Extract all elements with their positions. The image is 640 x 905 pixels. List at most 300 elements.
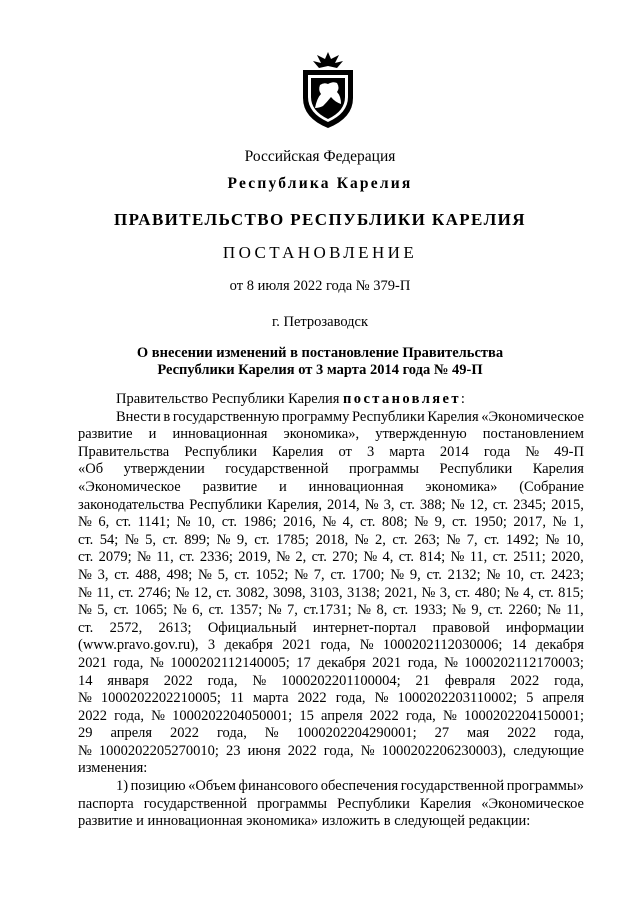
body-line xyxy=(78,567,584,585)
body-word: 1357; xyxy=(229,602,263,619)
body-word: ст. xyxy=(78,531,94,548)
body-word: государственной xyxy=(225,461,329,478)
body-word: в xyxy=(163,408,171,425)
body-line xyxy=(78,497,584,515)
body-word: ст. xyxy=(216,584,232,601)
body-word: 2016, xyxy=(283,514,316,531)
body-word: 1000202204050001; xyxy=(172,707,293,724)
body-word: года, xyxy=(335,690,366,707)
body-word: года, xyxy=(407,654,438,671)
body-word: ст. xyxy=(484,531,500,548)
body-word: № xyxy=(176,514,191,531)
body-word: ст. xyxy=(529,566,546,583)
body-word: «Объем xyxy=(188,778,236,795)
body-word: 2, xyxy=(375,531,386,548)
body-word: 11, xyxy=(566,602,584,619)
body-word: 2021 xyxy=(78,654,107,671)
body-line-text: изменения: xyxy=(78,760,148,777)
city: г. Петрозаводск xyxy=(271,314,369,330)
body-word: 21 xyxy=(415,672,430,689)
body-word: года xyxy=(483,443,511,460)
body-word: 2022 xyxy=(510,672,540,689)
body-word: № xyxy=(216,531,231,548)
republic-name: Республика Карелия xyxy=(227,175,413,192)
body-word: ст. xyxy=(426,566,442,583)
body-word: 11, xyxy=(96,584,114,601)
body-line xyxy=(78,637,584,655)
body-word: 9, xyxy=(471,602,483,619)
body-word: 488, xyxy=(135,566,161,583)
body-word: № xyxy=(78,742,92,759)
body-word: 2021 xyxy=(372,654,402,671)
body-line xyxy=(78,602,584,620)
body-line xyxy=(78,409,584,427)
body-word: 2746; xyxy=(137,584,171,601)
body-word: № xyxy=(276,549,290,566)
body-word: № xyxy=(452,602,466,619)
body-word: 5 xyxy=(526,690,534,707)
coat-of-arms-karelia-icon xyxy=(297,50,359,130)
body-word: Карелия xyxy=(419,795,472,812)
body-word: 11, xyxy=(156,549,174,566)
body-word: ст. xyxy=(311,549,327,566)
body-word: 9, xyxy=(409,566,421,583)
body-word: 2014, xyxy=(327,496,360,513)
body-word: 2572, xyxy=(109,619,143,636)
body-word: 2021, xyxy=(384,584,418,601)
body-word: № xyxy=(390,566,405,583)
body-word: Правительства xyxy=(78,443,170,460)
body-word: ст. xyxy=(538,584,554,601)
body-word: государственной xyxy=(143,795,248,812)
body-word: 263; xyxy=(414,531,440,548)
body-word: апреля xyxy=(110,725,153,742)
body-word: 1000202204290001; xyxy=(296,725,417,742)
body-word: «Экономическое xyxy=(78,478,181,495)
body-word: государственной xyxy=(400,778,505,795)
body-word: декабря xyxy=(317,654,366,671)
body-word: интернет-портал xyxy=(312,619,417,636)
body-word: № xyxy=(151,707,166,724)
body-word: 1785; xyxy=(276,531,310,548)
body-word: 5, xyxy=(97,602,109,619)
body-word: № xyxy=(78,584,92,601)
body-word: ст. xyxy=(392,602,409,619)
body-word: программы xyxy=(257,795,328,812)
body-word: ст. xyxy=(78,549,94,566)
body-word: 12, xyxy=(469,496,488,513)
body-word: № xyxy=(450,496,465,513)
intro-tail: : xyxy=(460,391,465,407)
body-line xyxy=(78,813,584,831)
body-word: № xyxy=(486,566,501,583)
body-word: 23 xyxy=(226,742,241,759)
body-word: мая xyxy=(467,725,490,742)
body-word: 11 xyxy=(230,690,244,707)
body-line-text: развитие и инновационная экономика» изложить в следующей редакции: xyxy=(78,813,531,830)
body-word: № xyxy=(363,549,378,566)
body-word: ст.1731; xyxy=(303,602,352,619)
body-word: обеспечения xyxy=(320,778,399,795)
body-word: 1000202203110002; xyxy=(397,690,518,707)
body-word: № xyxy=(525,443,540,460)
body-line xyxy=(78,743,584,761)
body-line xyxy=(78,585,584,603)
body-word: 7, xyxy=(287,602,298,619)
body-word: № xyxy=(294,566,308,583)
body-word: 1492; xyxy=(505,531,539,548)
body-word: марта xyxy=(389,443,425,460)
body-word: 2132; xyxy=(447,566,481,583)
body-word: 2018, xyxy=(315,531,349,548)
body-word: года, xyxy=(554,672,584,689)
body-word: 3 xyxy=(366,443,375,460)
intro-lead: Правительство Республики Карелия xyxy=(116,391,344,407)
body-word: № xyxy=(360,742,375,759)
body-word: ст. xyxy=(254,531,270,548)
body-word: 1000202204150001; xyxy=(463,707,584,724)
body-word: № xyxy=(322,514,337,531)
body-word: 2022 xyxy=(163,672,193,689)
body-word: 2, xyxy=(295,549,307,566)
body-word: 3082, xyxy=(235,584,269,601)
body-word: государственную xyxy=(172,408,280,425)
body-word: апреля xyxy=(321,707,363,724)
body-line xyxy=(78,620,584,638)
body-word: ст. xyxy=(113,602,129,619)
body-word: 10, xyxy=(506,566,525,583)
body-word: 899; xyxy=(184,531,211,548)
body-word: 2019, xyxy=(238,549,271,566)
body-word: 808; xyxy=(381,514,408,531)
body-word: паспорта xyxy=(78,795,134,812)
body-word: 2260; xyxy=(508,602,542,619)
body-word: финансового xyxy=(238,778,319,795)
body-word: ст. xyxy=(330,566,346,583)
body-word: № xyxy=(414,514,429,531)
body-word: ст. xyxy=(492,549,508,566)
body-word: 6, xyxy=(98,514,110,531)
body-word: 1052; xyxy=(255,566,289,583)
body-word: года, xyxy=(207,672,238,689)
body-word: 7, xyxy=(313,566,325,583)
body-word: 2022 xyxy=(507,725,537,742)
body-word: июня xyxy=(247,742,281,759)
body-word: и xyxy=(278,478,287,495)
body-word: № xyxy=(442,707,457,724)
body-line xyxy=(78,760,584,778)
body-word: 3, xyxy=(439,584,451,601)
body-word: № xyxy=(175,584,190,601)
body-line xyxy=(78,532,584,550)
body-word: Республики xyxy=(189,496,263,513)
body-word: 2022 xyxy=(297,690,327,707)
body-word: № xyxy=(137,549,151,566)
body-word: ст. xyxy=(398,549,415,566)
body-word: ст. xyxy=(115,514,132,531)
body-word: утверждении xyxy=(123,461,205,478)
body-word: 270; xyxy=(332,549,358,566)
body-line xyxy=(78,444,584,462)
body-word: 5, xyxy=(145,531,157,548)
body-word: 2613; xyxy=(158,619,192,636)
body-word: 54; xyxy=(99,531,119,548)
body-word: 49-П xyxy=(554,443,584,460)
government-name: ПРАВИТЕЛЬСТВО РЕСПУБЛИКИ КАРЕЛИЯ xyxy=(114,210,526,229)
body-word: информации xyxy=(505,619,584,636)
body-word: 14 xyxy=(511,637,527,654)
body-line xyxy=(78,426,584,444)
body-word: года, xyxy=(114,707,145,724)
body-word: декабря xyxy=(535,637,584,654)
body-word: ст. xyxy=(399,496,415,513)
document-type: ПОСТАНОВЛЕНИЕ xyxy=(222,243,418,262)
body-word: 1000202112140005; xyxy=(170,654,290,671)
body-word: 3, xyxy=(383,496,395,513)
body-word: 1, xyxy=(572,514,584,531)
body-word: 2079; xyxy=(98,549,132,566)
body-word: утвержденную xyxy=(375,426,467,443)
body-line xyxy=(78,479,584,497)
body-word: 2022 xyxy=(170,725,200,742)
body-word: «Экономическое xyxy=(481,795,584,812)
body-line xyxy=(78,690,584,708)
body-word: Республики xyxy=(439,461,513,478)
body-word: 3, xyxy=(97,566,109,583)
body-word: 27 xyxy=(434,725,450,742)
body-word: 2022 xyxy=(78,707,107,724)
body-word: года, xyxy=(216,725,247,742)
body-word: 498; xyxy=(166,566,193,583)
body-word: 2022 xyxy=(287,742,317,759)
body-word: 2336; xyxy=(199,549,233,566)
intro-line xyxy=(78,391,584,409)
body-word: 5, xyxy=(217,566,229,583)
body-word: 8, xyxy=(376,602,388,619)
body-word: 1065; xyxy=(134,602,168,619)
body-word: 388; xyxy=(419,496,446,513)
body-word: № xyxy=(149,654,164,671)
body-word: февраля xyxy=(444,672,496,689)
body-word: «Экономическое xyxy=(481,408,584,425)
body-word: № xyxy=(78,690,92,707)
body-word: 815; xyxy=(558,584,584,601)
body-word: ст. xyxy=(114,566,130,583)
body-word: позицию xyxy=(130,778,186,795)
body-line xyxy=(78,673,584,691)
body-word: 10, xyxy=(565,531,584,548)
body-word: 12, xyxy=(193,584,212,601)
body-word: № xyxy=(504,584,519,601)
body-word: № xyxy=(264,725,279,742)
body-word: инновационная xyxy=(172,426,268,443)
body-word: 4, xyxy=(523,584,535,601)
document-date-number: от 8 июля 2022 года № 379-П xyxy=(229,278,411,294)
body-word: 3 xyxy=(207,637,216,654)
body-word: 3098, xyxy=(272,584,306,601)
body-word: ст. xyxy=(234,566,250,583)
body-word: законодательства xyxy=(78,496,185,513)
document-body xyxy=(78,391,584,831)
body-word: 14 xyxy=(78,672,93,689)
body-word: № xyxy=(78,566,92,583)
body-word: № xyxy=(354,531,369,548)
body-word: 2021 xyxy=(282,637,312,654)
body-word: следующие xyxy=(513,742,584,759)
body-word: 2014 xyxy=(439,443,469,460)
body-word: 11, xyxy=(469,549,488,566)
body-word: программы xyxy=(349,461,420,478)
body-word: 2020, xyxy=(551,549,584,566)
body-word: № xyxy=(444,654,458,671)
body-word: постановлением xyxy=(482,426,584,443)
body-word: 9, xyxy=(434,514,446,531)
subject-line-2: Республики Карелия от 3 марта 2014 года № 49-П xyxy=(157,362,483,378)
body-word: (Собрание xyxy=(519,478,584,495)
body-word: года, xyxy=(323,742,354,759)
body-word: 4, xyxy=(342,514,354,531)
body-word: ст. xyxy=(208,602,224,619)
body-line xyxy=(78,549,584,567)
body-word: Карелия, xyxy=(267,496,322,513)
body-word: правовой xyxy=(432,619,490,636)
body-word: 2511; xyxy=(513,549,546,566)
body-line xyxy=(78,461,584,479)
body-word: ст. xyxy=(487,602,503,619)
body-word: № xyxy=(357,602,372,619)
subject-line-1: О внесении изменений в постановление Правительства xyxy=(136,345,504,361)
body-word: Внести xyxy=(116,408,161,425)
body-word: декабря xyxy=(224,637,273,654)
body-word: 814; xyxy=(419,549,446,566)
body-word: 1000202112030006; xyxy=(382,637,503,654)
body-word: 1000202205270010; xyxy=(98,742,219,759)
body-word: № xyxy=(78,602,92,619)
body-word: Карелия xyxy=(272,443,324,460)
body-word: ст. xyxy=(451,514,468,531)
body-word: 6, xyxy=(192,602,204,619)
body-word: 1700; xyxy=(351,566,385,583)
body-word: и xyxy=(148,426,157,443)
body-line xyxy=(78,796,584,814)
intro-verb: постановляет xyxy=(343,391,461,407)
body-word: 7, xyxy=(466,531,478,548)
body-word: № xyxy=(421,584,436,601)
body-word: от xyxy=(338,443,352,460)
body-word: 3103, xyxy=(309,584,343,601)
body-word: января xyxy=(107,672,149,689)
body-word: ст. xyxy=(221,514,237,531)
body-word: 2015, xyxy=(551,496,584,513)
body-word: года, xyxy=(113,654,144,671)
body-word: Республики xyxy=(351,408,425,425)
body-word: 1950; xyxy=(473,514,507,531)
body-word: экономика», xyxy=(283,426,360,443)
body-word: 1933; xyxy=(413,602,447,619)
body-word: 10, xyxy=(197,514,216,531)
body-word: 1986; xyxy=(243,514,277,531)
body-word: Карелия xyxy=(427,408,479,425)
country-name: Российская Федерация xyxy=(244,148,396,165)
body-word: развитие xyxy=(202,478,258,495)
body-word: Официальный xyxy=(207,619,297,636)
body-word: года, xyxy=(320,637,351,654)
body-word: 480; xyxy=(474,584,501,601)
body-word: 2423; xyxy=(550,566,584,583)
body-lines xyxy=(78,409,584,831)
body-word: развитие xyxy=(78,426,133,443)
body-word: 2345; xyxy=(513,496,547,513)
body-word: № xyxy=(124,531,139,548)
body-word: Республики xyxy=(337,795,410,812)
body-word: «Об xyxy=(78,461,104,478)
body-word: 3138; xyxy=(347,584,381,601)
body-word: № xyxy=(546,602,561,619)
body-word: ст. xyxy=(162,531,178,548)
body-word: ст. xyxy=(455,584,471,601)
body-word: 29 xyxy=(78,725,93,742)
body-word: № xyxy=(374,690,389,707)
body-word: ст. xyxy=(118,584,134,601)
body-line xyxy=(78,725,584,743)
body-word: инновационная xyxy=(308,478,404,495)
body-word: 1000202201100004; xyxy=(281,672,401,689)
body-word: апреля xyxy=(542,690,584,707)
body-word: года, xyxy=(554,725,584,742)
body-word: 1000202206230003), xyxy=(381,742,507,759)
body-word: 15 xyxy=(299,707,314,724)
body-word: № xyxy=(450,549,465,566)
body-word: № xyxy=(552,514,567,531)
body-word: (www.pravo.gov.ru), xyxy=(78,637,199,654)
body-word: экономика» xyxy=(425,478,498,495)
body-word: № xyxy=(359,637,374,654)
body-line xyxy=(78,514,584,532)
body-word: № xyxy=(172,602,187,619)
body-word: № xyxy=(198,566,212,583)
body-word: № xyxy=(252,672,267,689)
body-word: № xyxy=(545,531,560,548)
body-word: программу xyxy=(281,408,350,425)
body-word: 1) xyxy=(116,778,129,795)
body-word: № xyxy=(78,514,92,531)
body-line xyxy=(78,708,584,726)
body-word: Республики xyxy=(184,443,258,460)
body-word: ст. xyxy=(179,549,195,566)
body-word: № xyxy=(446,531,461,548)
body-word: 17 xyxy=(296,654,311,671)
body-word: программы» xyxy=(506,778,584,795)
body-word: 2017, xyxy=(513,514,546,531)
body-word: ст. xyxy=(78,619,94,636)
body-word: 2022 xyxy=(369,707,399,724)
body-word: 4, xyxy=(382,549,394,566)
body-word: Карелия xyxy=(532,461,584,478)
body-word: № xyxy=(267,602,282,619)
body-word: марта xyxy=(253,690,289,707)
body-word: № xyxy=(364,496,379,513)
body-word: года, xyxy=(405,707,436,724)
body-word: 1000202202210005; xyxy=(100,690,221,707)
body-word: ст. xyxy=(360,514,376,531)
body-line xyxy=(78,655,584,673)
body-word: ст. xyxy=(492,496,509,513)
body-line xyxy=(78,778,584,796)
body-word: 9, xyxy=(236,531,248,548)
body-word: ст. xyxy=(392,531,408,548)
body-word: 1000202112170003; xyxy=(464,654,584,671)
body-word: 1141; xyxy=(137,514,171,531)
